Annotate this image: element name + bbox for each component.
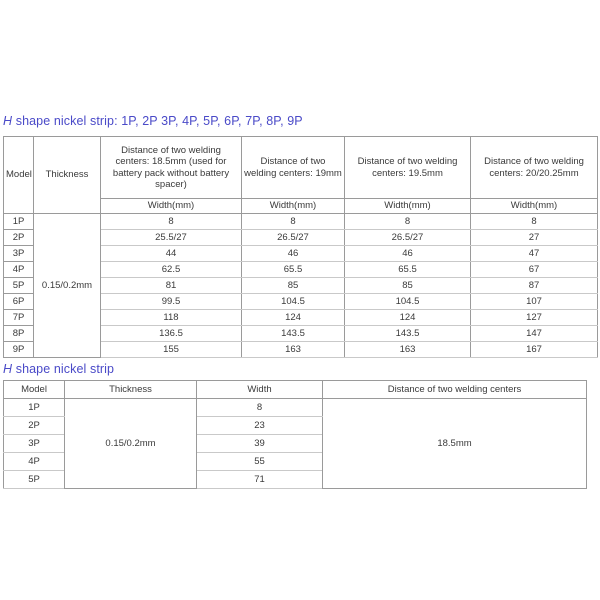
- cell-width-20mm: 87: [471, 278, 598, 294]
- cell-width-19-5mm: 143.5: [345, 326, 471, 342]
- cell-model: 1P: [4, 214, 34, 230]
- cell-model: 6P: [4, 294, 34, 310]
- cell-width-19-5mm: 85: [345, 278, 471, 294]
- cell2-model: 5P: [4, 471, 65, 489]
- th2-thickness: Thickness: [65, 381, 197, 399]
- cell2-model: 4P: [4, 453, 65, 471]
- cell-width-20mm: 147: [471, 326, 598, 342]
- cell-width-19-5mm: 26.5/27: [345, 230, 471, 246]
- cell2-width: 71: [197, 471, 323, 489]
- th-distance-19-5mm: Distance of two welding centers: 19.5mm: [345, 137, 471, 199]
- cell2-thickness: 0.15/0.2mm: [65, 399, 197, 489]
- cell-width-20mm: 67: [471, 262, 598, 278]
- th-width-20mm: Width(mm): [471, 199, 598, 214]
- th-width-18-5mm: Width(mm): [101, 199, 242, 214]
- section-2-title-rest: shape nickel strip: [12, 362, 115, 376]
- th-distance-19mm: Distance of two welding centers: 19mm: [242, 137, 345, 199]
- cell-thickness: 0.15/0.2mm: [34, 214, 101, 358]
- cell-width-18-5mm: 8: [101, 214, 242, 230]
- cell-width-18-5mm: 81: [101, 278, 242, 294]
- cell-width-19mm: 65.5: [242, 262, 345, 278]
- cell2-model: 3P: [4, 435, 65, 453]
- cell-width-19mm: 124: [242, 310, 345, 326]
- cell2-width: 39: [197, 435, 323, 453]
- cell-width-18-5mm: 118: [101, 310, 242, 326]
- table-row: [4, 214, 598, 230]
- cell-width-18-5mm: 136.5: [101, 326, 242, 342]
- th-thickness: Thickness: [34, 137, 101, 214]
- cell-width-18-5mm: 25.5/27: [101, 230, 242, 246]
- th-width-19mm: Width(mm): [242, 199, 345, 214]
- cell-width-19-5mm: 163: [345, 342, 471, 358]
- cell-width-19mm: 26.5/27: [242, 230, 345, 246]
- cell2-distance: 18.5mm: [323, 399, 587, 489]
- cell-width-20mm: 167: [471, 342, 598, 358]
- cell-width-18-5mm: 44: [101, 246, 242, 262]
- cell-model: 4P: [4, 262, 34, 278]
- cell-width-19mm: 163: [242, 342, 345, 358]
- cell-width-20mm: 127: [471, 310, 598, 326]
- cell-width-19-5mm: 104.5: [345, 294, 471, 310]
- cell-model: 5P: [4, 278, 34, 294]
- cell-width-19-5mm: 124: [345, 310, 471, 326]
- nickel-strip-table-single: [3, 380, 587, 489]
- cell-width-19-5mm: 46: [345, 246, 471, 262]
- cell-width-20mm: 27: [471, 230, 598, 246]
- cell2-model: 2P: [4, 417, 65, 435]
- th-distance-18-5mm: Distance of two welding centers: 18.5mm (used for battery pack without battery spacer): [101, 137, 242, 199]
- table-2-body: [4, 399, 587, 489]
- section-2-title: [3, 362, 114, 377]
- cell-width-20mm: 8: [471, 214, 598, 230]
- cell-model: 9P: [4, 342, 34, 358]
- section-1-title-rest: shape nickel strip: 1P, 2P 3P, 4P, 5P, 6P, 7P, 8P, 9P: [12, 114, 303, 128]
- cell-width-19-5mm: 8: [345, 214, 471, 230]
- cell-width-18-5mm: 62.5: [101, 262, 242, 278]
- cell-width-18-5mm: 155: [101, 342, 242, 358]
- th-model: Model: [4, 137, 34, 214]
- cell-width-19mm: 85: [242, 278, 345, 294]
- th2-distance: Distance of two welding centers: [323, 381, 587, 399]
- nickel-strip-table-multi: [3, 136, 598, 358]
- cell-width-20mm: 47: [471, 246, 598, 262]
- cell-width-18-5mm: 99.5: [101, 294, 242, 310]
- section-1-title-lead: H: [3, 114, 13, 128]
- cell2-width: 23: [197, 417, 323, 435]
- cell-model: 7P: [4, 310, 34, 326]
- th2-width: Width: [197, 381, 323, 399]
- th-distance-20mm: Distance of two welding centers: 20/20.25mm: [471, 137, 598, 199]
- cell-width-20mm: 107: [471, 294, 598, 310]
- table-row: [4, 399, 587, 417]
- cell-width-19mm: 8: [242, 214, 345, 230]
- cell-model: 2P: [4, 230, 34, 246]
- cell-model: 8P: [4, 326, 34, 342]
- table-1-header-row: [4, 137, 598, 199]
- table-2-header-row: [4, 381, 587, 399]
- cell-width-19mm: 46: [242, 246, 345, 262]
- cell-model: 3P: [4, 246, 34, 262]
- cell2-width: 55: [197, 453, 323, 471]
- cell-width-19-5mm: 65.5: [345, 262, 471, 278]
- cell2-width: 8: [197, 399, 323, 417]
- th-width-19-5mm: Width(mm): [345, 199, 471, 214]
- th2-model: Model: [4, 381, 65, 399]
- clipped-text-artifact: [240, 488, 440, 493]
- cell-width-19mm: 143.5: [242, 326, 345, 342]
- cell2-model: 1P: [4, 399, 65, 417]
- cell-width-19mm: 104.5: [242, 294, 345, 310]
- section-1-title: [3, 114, 303, 129]
- table-1-body: [4, 214, 598, 358]
- section-2-title-lead: H: [3, 362, 13, 376]
